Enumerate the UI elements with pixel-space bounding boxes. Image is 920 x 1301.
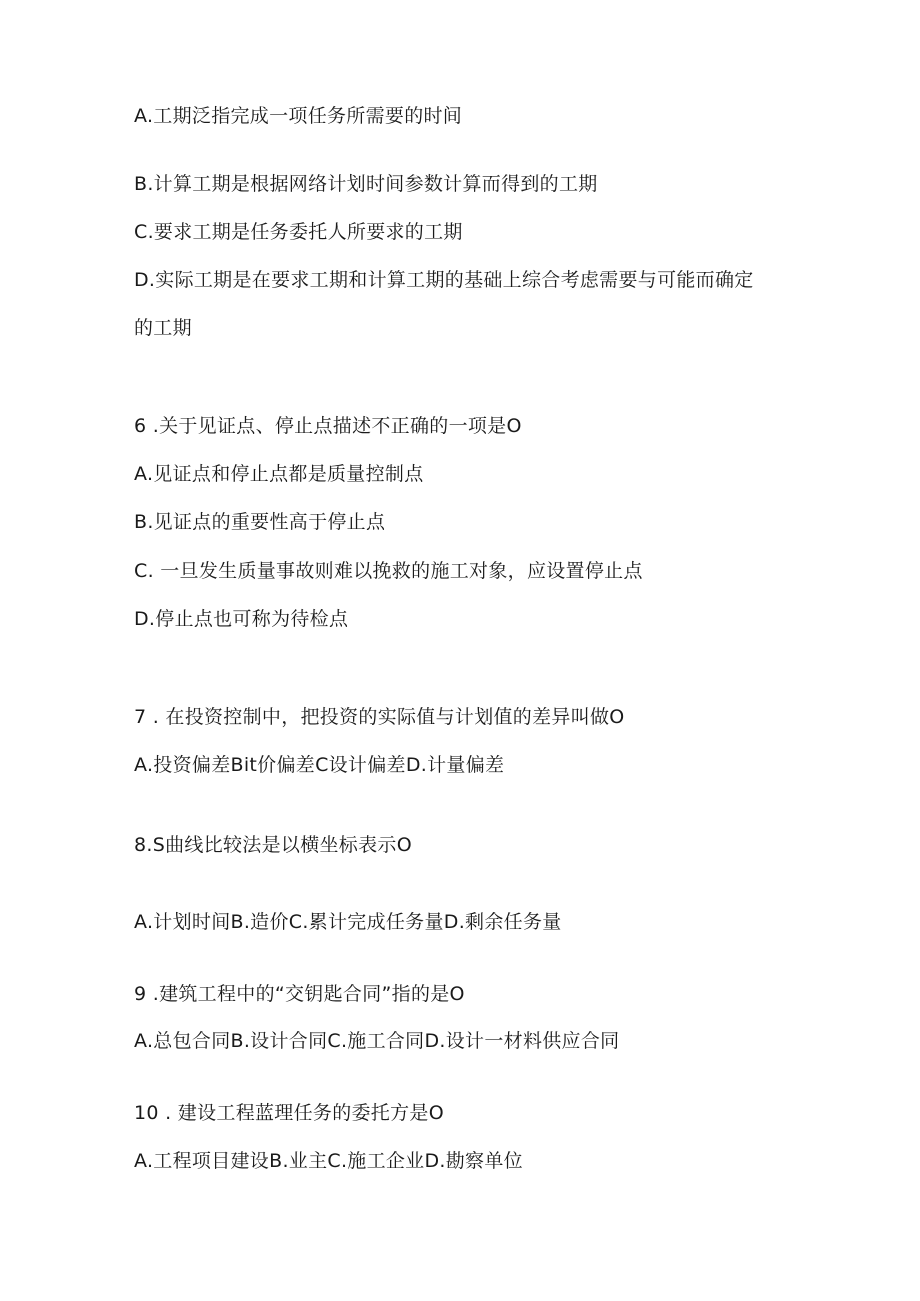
q6-question: 6 .关于见证点、停止点描述不正确的一项是O: [134, 415, 522, 437]
q5-option-d-line2: 的工期: [134, 317, 192, 339]
q7-question: 7 . 在投资控制中，把投资的实际值与计划值的差异叫做O: [134, 706, 625, 728]
q7-options: A.投资偏差Bit价偏差C设计偏差D.计量偏差: [134, 754, 505, 776]
q9-question: 9 .建筑工程中的“交钥匙合同”指的是O: [134, 983, 465, 1005]
q8-question: 8.S曲线比较法是以横坐标表示O: [134, 834, 412, 856]
q10-options: A.工程项目建设B.业主C.施工企业D.勘察单位: [134, 1150, 523, 1172]
q10-question: 10 . 建设工程蓝理任务的委托方是O: [134, 1102, 444, 1124]
q6-option-c: C. 一旦发生质量事故则难以挽救的施工对象，应设置停止点: [134, 560, 643, 582]
q8-options: A.计划时间B.造价C.累计完成任务量D.剩余任务量: [134, 911, 562, 933]
q6-option-d: D.停止点也可称为待检点: [134, 608, 349, 630]
q9-options: A.总包合同B.设计合同C.施工合同D.设计一材料供应合同: [134, 1030, 620, 1052]
q6-option-a: A.见证点和停止点都是质量控制点: [134, 463, 424, 485]
q5-option-d-line1: D.实际工期是在要求工期和计算工期的基础上综合考虑需要与可能而确定: [134, 269, 754, 291]
q5-option-b: B.计算工期是根据网络计划时间参数计算而得到的工期: [134, 173, 598, 195]
q5-option-a: A.工期泛指完成一项任务所需要的时间: [134, 105, 463, 127]
q6-option-b: B.见证点的重要性高于停止点: [134, 511, 386, 533]
q5-option-c: C.要求工期是任务委托人所要求的工期: [134, 221, 463, 243]
